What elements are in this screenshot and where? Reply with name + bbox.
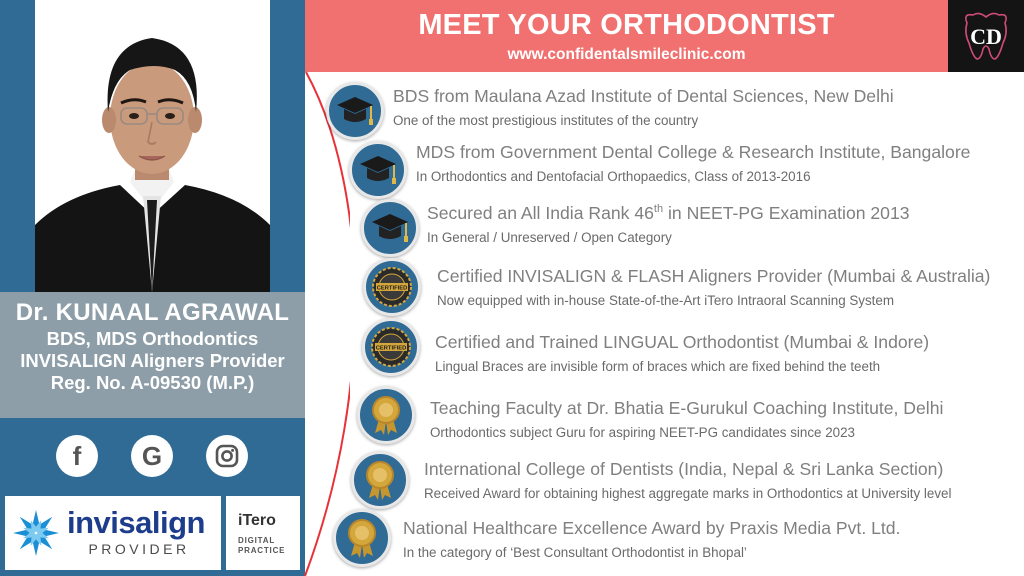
- svg-text:CERTIFIED: CERTIFIED: [376, 285, 408, 292]
- page-header: [305, 0, 948, 72]
- social-links: [0, 418, 305, 494]
- credential-subtitle: Now equipped with in-house State-of-the-Art iTero Intraoral Scanning System: [437, 293, 895, 308]
- credential-item: [435, 331, 929, 376]
- doctor-info: [0, 292, 305, 418]
- clinic-logo-icon: [959, 9, 1013, 63]
- website-link[interactable]: www.confidentalsmileclinic.com: [507, 46, 746, 63]
- credential-subtitle: Received Award for obtaining highest aggregate marks in Orthodontics at University level: [424, 486, 952, 501]
- invisalign-wordmark: invisalign: [67, 505, 205, 540]
- doctor-provider: INVISALIGN Aligners Provider: [20, 350, 285, 371]
- credential-title: National Healthcare Excellence Award by Praxis Media Pvt. Ltd.: [403, 518, 901, 538]
- award-medal-icon: [363, 460, 397, 500]
- credential-title: Secured an All India Rank 46th in NEET-PG Examination 2013: [427, 203, 910, 223]
- credential-item: [424, 458, 951, 503]
- doctor-degree: BDS, MDS Orthodontics: [46, 328, 259, 349]
- credential-item: [403, 517, 900, 562]
- credential-subtitle: In Orthodontics and Dentofacial Orthopaedics, Class of 2013-2016: [416, 169, 811, 184]
- graduation-cap-icon: [335, 93, 375, 129]
- credential-item: [437, 265, 990, 310]
- badge-bds: [326, 82, 384, 140]
- clinic-logo: [948, 0, 1024, 72]
- badge-mds: [349, 141, 407, 199]
- itero-practice-text: PRACTICE: [238, 546, 286, 555]
- credential-title: Certified INVISALIGN & FLASH Aligners Provider (Mumbai & Australia): [437, 266, 991, 286]
- credential-title: Certified and Trained LINGUAL Orthodontist (Mumbai & Indore): [435, 332, 930, 352]
- invisalign-star-icon: [11, 508, 61, 558]
- badge-icd: [351, 451, 409, 509]
- credential-subtitle: In the category of ‘Best Consultant Orthodontist in Bhopal’: [403, 545, 747, 560]
- credential-item: [393, 85, 894, 130]
- itero-wordmark: iTero: [238, 512, 276, 529]
- credential-item: [430, 397, 943, 442]
- itero-digital-text: DIGITAL: [238, 536, 276, 545]
- doctor-name: Dr. KUNAAL AGRAWAL: [15, 299, 290, 326]
- doctor-registration: Reg. No. A-09530 (M.P.): [50, 372, 255, 393]
- svg-text:CERTIFIED: CERTIFIED: [375, 345, 407, 352]
- badge-rank: [361, 199, 419, 257]
- facebook-link[interactable]: [56, 435, 98, 477]
- invisalign-logo: [5, 496, 221, 570]
- profile-panel: [0, 0, 305, 576]
- invisalign-provider-text: PROVIDER: [88, 541, 190, 557]
- certified-seal-icon: [371, 266, 413, 308]
- facebook-icon: f: [72, 441, 82, 471]
- credential-title: MDS from Government Dental College & Research Institute, Bangalore: [416, 142, 971, 162]
- badge-lingual: [362, 318, 420, 376]
- google-icon: G: [141, 441, 163, 471]
- award-medal-icon: [345, 518, 379, 558]
- graduation-cap-icon: [370, 210, 410, 246]
- doctor-photo: [35, 0, 270, 292]
- badge-invisalign: [363, 258, 421, 316]
- google-link[interactable]: [131, 435, 173, 477]
- credential-subtitle: Orthodontics subject Guru for aspiring NEET-PG candidates since 2023: [430, 425, 855, 440]
- page-title: MEET YOUR ORTHODONTIST: [418, 9, 835, 41]
- credential-item: [427, 202, 910, 247]
- credential-title: BDS from Maulana Azad Institute of Dental Sciences, New Delhi: [393, 86, 894, 106]
- graduation-cap-icon: [358, 152, 398, 188]
- credential-title: Teaching Faculty at Dr. Bhatia E-Gurukul Coaching Institute, Delhi: [430, 398, 944, 418]
- credential-subtitle: Lingual Braces are invisible form of braces which are fixed behind the teeth: [435, 359, 881, 374]
- certified-seal-icon: [370, 326, 412, 368]
- badge-award: [333, 509, 391, 567]
- badge-teaching: [357, 386, 415, 444]
- credential-item: [416, 141, 970, 186]
- award-medal-icon: [369, 395, 403, 435]
- clinic-logo-text: CD: [970, 24, 1002, 49]
- credential-title: International College of Dentists (India, Nepal & Sri Lanka Section): [424, 459, 944, 479]
- instagram-icon: [215, 444, 239, 468]
- partner-logos: [0, 494, 305, 576]
- credential-subtitle: One of the most prestigious institutes of the country: [393, 113, 699, 128]
- instagram-link[interactable]: [206, 435, 248, 477]
- credential-subtitle: In General / Unreserved / Open Category: [427, 230, 672, 245]
